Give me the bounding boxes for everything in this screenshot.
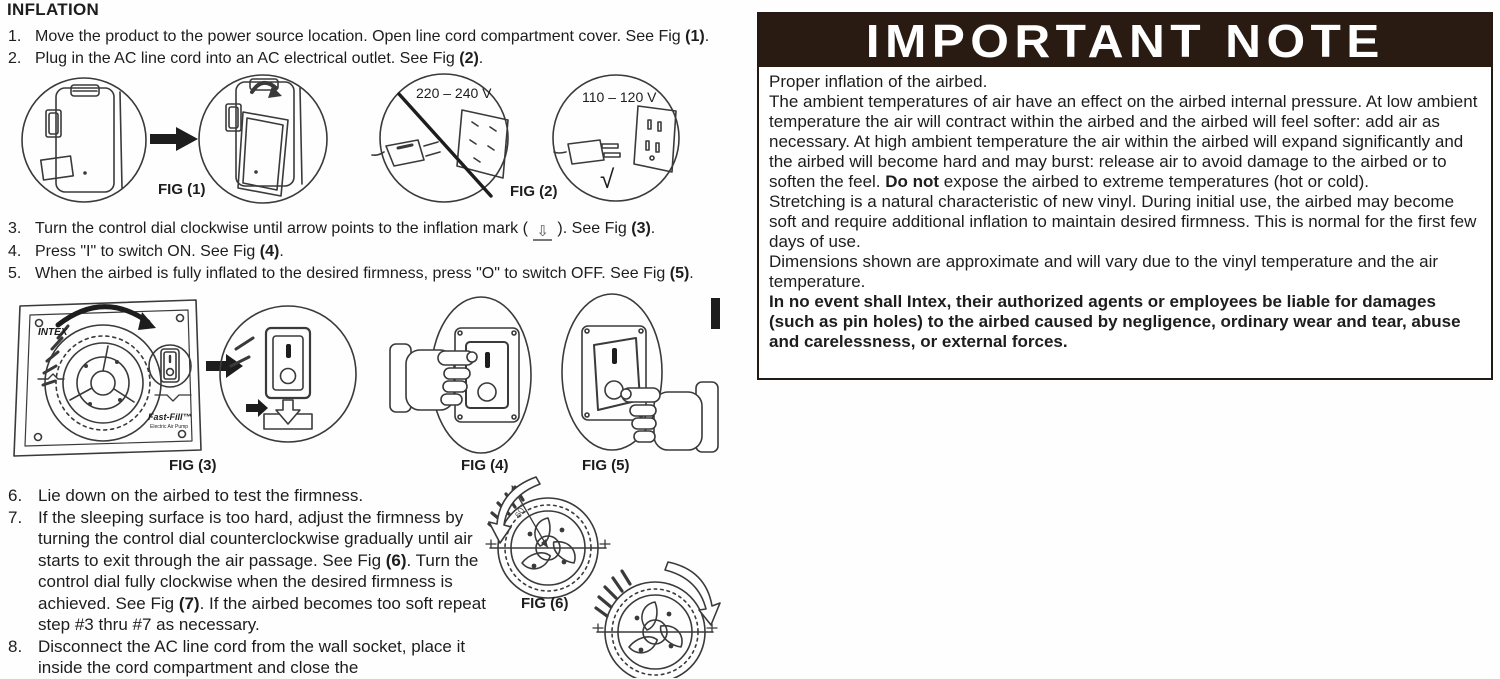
instruction-step [8,218,730,241]
text-segment: ). See Fig [552,220,632,237]
text-segment: If the sleeping surface is too hard, adjust the firmness by turning the control dial counterclockwise gradually until air starts to exit through the air passage. See Fig [38,507,473,570]
instruction-step [8,507,488,636]
text-segment: Plug in the AC line cord into an AC electrical outlet. See Fig [35,50,460,67]
step-text [38,485,363,507]
text-segment: . If the airbed becomes too soft repeat step #3 thru #7 as necessary. [38,593,486,634]
text-segment: Lie down on the airbed to test the firmness. [38,486,364,505]
step-text [35,26,709,48]
steps-3-5 [8,218,730,285]
fig1-caption: FIG (1) [158,181,206,198]
step-number: 4. [8,243,22,260]
scan-artifact-bar [711,298,720,329]
check-mark: √ [600,164,615,194]
step-number: 2. [8,50,22,67]
important-note-title: IMPORTANT NOTE [865,14,1385,67]
step-text [38,507,488,636]
text-segment: Do not [885,172,940,191]
text-segment: (6) [385,550,407,570]
instruction-step [8,263,730,285]
voltage-right-label: 110 – 120 V [582,89,657,105]
fig3-caption: FIG (3) [169,457,217,474]
fig6-illustration [486,477,610,598]
pump-model-label: Fast-Fill™ [148,412,192,422]
text-segment: In no event shall Intex, their authorized agents or employees be liable for damages (such as pin holes) to the airbed caused by negligence, ordinary wear and tear, abuse and carelessness, or external forces. [769,292,1461,351]
voltage-wrong-label: 220 – 240 V [416,85,492,101]
text-segment: Disconnect the AC line cord from the wall socket, place it inside the cord compartment and close the [38,636,466,677]
fig5-caption: FIG (5) [582,457,630,474]
note-paragraph [769,72,1481,92]
fig7-illustration [593,562,720,678]
important-note-body [759,67,1491,352]
text-segment: . [689,265,694,282]
instruction-step [8,485,488,507]
text-segment: (7) [178,593,200,613]
fig3-illustration [14,300,356,456]
note-paragraph [769,252,1481,292]
step-number: 3. [8,220,22,237]
text-segment: (4) [259,243,280,260]
pump-model-sub-label: Electric Air Pump [150,424,189,430]
instruction-step [8,241,730,263]
step-number: 6. [8,486,23,505]
text-segment: (2) [459,50,479,67]
text-segment: Stretching is a natural characteristic of new vinyl. During initial use, the airbed may become soft and require additional inflation to maintain desired firmness. This is normal for the first few days of use. [769,192,1477,251]
text-segment: When the airbed is fully inflated to the desired firmness, press "O" to switch OFF. See Fig [35,265,670,282]
fig6-caption: FIG (6) [521,595,569,612]
step-number: 7. [8,507,23,527]
text-segment: . [478,50,484,67]
steps-6-8 [8,485,488,679]
text-segment: (1) [685,28,705,45]
text-segment: expose the airbed to extreme temperatures (hot or cold). [939,172,1370,191]
step-number: 5. [8,265,22,282]
inflation-mark-icon: ⇩ [533,224,552,241]
page-title: INFLATION [7,0,100,19]
text-segment: . Turn the control dial fully clockwise when the desired firmness is achieved. See Fig [38,550,479,613]
text-segment: Proper inflation of the airbed. [769,72,988,91]
pump-brand-label: INTEX [38,327,68,338]
text-segment: . [650,220,656,237]
step-number: 1. [8,28,22,45]
steps-1-2 [8,26,730,70]
step-text [35,263,694,285]
text-segment: . [704,28,710,45]
step-text [35,48,483,70]
text-segment: The ambient temperatures of air have an effect on the airbed internal pressure. At low ambient temperature the air will contract within the airbed and the airbed will feel softer: add air as necessary. At high ambient temperature the air within the airbed will expand significantly and the airbed will become hard and may burst: release air to avoid damage to the airbed or to soften the feel. [769,92,1478,191]
text-segment: Dimensions shown are approximate and will vary due to the vinyl temperature and the air temperature. [769,252,1439,291]
step-number: 8. [8,636,23,656]
note-paragraph [769,292,1481,352]
instruction-step [8,636,488,679]
instruction-step [8,48,730,70]
text-segment: (5) [669,265,690,282]
fig5-illustration [562,294,718,452]
text-segment: Turn the control dial clockwise until arrow points to the inflation mark ( [35,220,533,237]
text-segment: (3) [631,220,651,237]
important-note-box [757,12,1493,380]
fig4-illustration [390,297,531,453]
note-paragraph [769,192,1481,252]
text-segment: . [279,243,284,260]
text-segment: Move the product to the power source location. Open line cord compartment cover. See Fig [35,28,686,45]
text-segment: Press "I" to switch ON. See Fig [35,243,260,260]
instruction-step [8,26,730,48]
important-note-header [759,14,1491,67]
dial-angle-label: 60° [512,502,529,520]
step-text [38,636,488,679]
fig4-caption: FIG (4) [461,457,509,474]
step-text [35,241,284,263]
fig2-caption: FIG (2) [510,183,558,200]
step-text [35,218,655,241]
note-paragraph [769,92,1481,192]
